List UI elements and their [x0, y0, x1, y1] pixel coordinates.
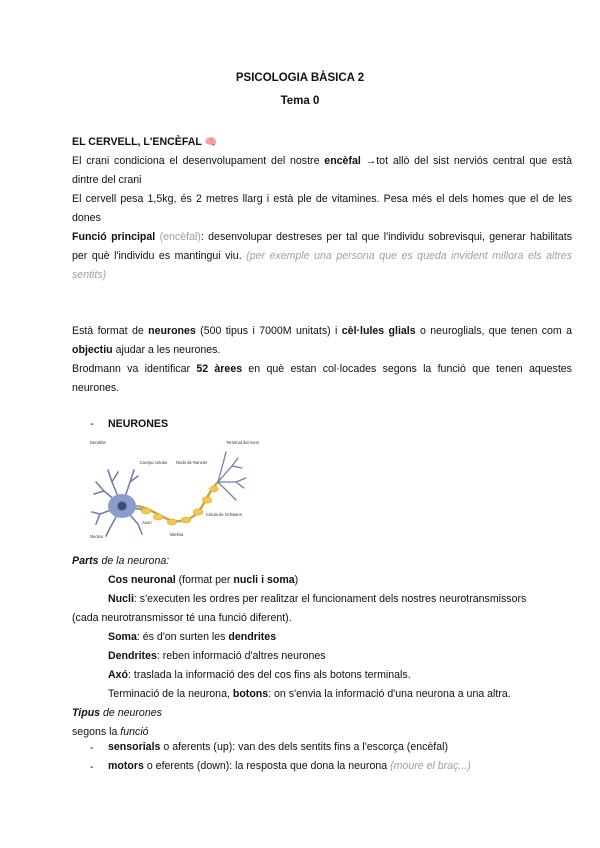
nucli-line-cont: (cada neurotransmissor té una funció diferent).	[72, 612, 292, 624]
text: segons la	[72, 726, 121, 738]
example-text: (per exemple una persona que es queda invident millora els altres sentits)	[72, 250, 572, 281]
text: (500 tipus i 7000M unitats) i	[195, 325, 342, 337]
bold-text: Nucli	[108, 593, 134, 605]
label-nucleus: Nucleo	[90, 534, 104, 539]
text: o neuroglials, que tenen com a	[415, 325, 572, 337]
section-heading	[72, 133, 572, 152]
list-item-sensorials	[108, 738, 448, 757]
text: El crani condiciona el desenvolupament del nostre	[72, 155, 325, 167]
text: ajudar a les neurones.	[112, 344, 221, 356]
label-terminal: Terminal del Axon	[226, 440, 260, 445]
text: : s'executen les ordres per realitzar el funcionament dels nostres neurotransmissors	[133, 593, 527, 605]
label-node: Nodo de Ranvier	[176, 460, 208, 465]
axon-terminal-shape	[218, 452, 246, 500]
bold-text: 52 àrees	[196, 363, 243, 375]
bold-text: Cos neuronal	[108, 574, 176, 586]
bullet: -	[90, 742, 94, 754]
bullet: -	[90, 418, 94, 430]
text: : reben informació d'altres neurones	[156, 650, 326, 662]
text: : desenvolupar destreses per tal que l'individu sobrevisqui, generar habilitats per què l'individu es mantingui viu.	[72, 231, 572, 262]
text: : on s'envia la informació d'una neurona a una altra.	[268, 688, 511, 700]
bold-text: botons	[232, 688, 269, 700]
text: (format per	[175, 574, 234, 586]
paragraph-encefal	[72, 152, 572, 190]
neuron-diagram	[86, 436, 266, 540]
italic-text: funció	[120, 726, 149, 738]
tipus-label: Tipus	[72, 707, 101, 719]
label-myelin: Mielina	[170, 532, 184, 537]
nucli-line	[108, 590, 572, 609]
bold-text: Axó	[108, 669, 129, 681]
dendrites-line	[108, 647, 326, 666]
paragraph-format	[72, 322, 572, 360]
bold-text: cèl·lules glials	[341, 325, 416, 337]
axo-line	[108, 666, 411, 685]
bold-text: sensorials	[108, 741, 161, 753]
bold-text: Funció principal	[72, 231, 156, 243]
bold-text: neurones	[148, 325, 196, 337]
example-text: (moure el braç...)	[390, 760, 471, 772]
parts-label-rest: de la neurona:	[98, 555, 170, 567]
label-axon: Axon	[142, 520, 152, 525]
text: o eferents (down): la resposta que dona la neurona	[143, 760, 391, 772]
myelin-sheath	[141, 486, 219, 525]
tipus-heading	[72, 704, 572, 723]
text: : és d'on surten les	[136, 631, 229, 643]
tipus-label-rest: de neurones	[100, 707, 162, 719]
terminacio-line	[108, 685, 511, 704]
soma-line	[108, 628, 276, 647]
text: : traslada la informació des del cos fins als botons terminals.	[128, 669, 411, 681]
paragraph-pes: El cervell pesa 1,5kg, és 2 metres llarg i està ple de vitamines. Pesa més el dels homes que el de les dones	[72, 193, 572, 224]
bold-text: nucli i soma	[233, 574, 295, 586]
document-title: PSICOLOGIA BÀSICA 2	[235, 72, 365, 84]
text: Està format de	[72, 325, 149, 337]
text: →tot allò del sist nerviós central que està dintre del crani	[72, 155, 572, 186]
bold-text: objectiu	[72, 344, 113, 356]
bold-text: dendrites	[228, 631, 277, 643]
paragraph-funcio	[72, 228, 572, 285]
text: Terminació de la neurona,	[108, 688, 233, 700]
text: )	[294, 574, 299, 586]
label-cell-body: Cuerpo celular	[140, 460, 168, 465]
brain-icon: 🧠	[204, 137, 218, 148]
text: en què estan col·locades segons la funció que tenen aquestes neurones.	[72, 363, 572, 394]
bold-text: motors	[108, 760, 144, 772]
nucleus-shape	[118, 502, 127, 511]
paragraph-brodmann	[72, 360, 572, 398]
gray-text: (encèfal)	[155, 231, 201, 243]
section-heading-text: EL CERVELL, L'ENCÈFAL	[72, 136, 202, 148]
bullet: -	[90, 761, 94, 773]
bold-text: encèfal	[324, 155, 361, 167]
parts-heading	[72, 552, 572, 571]
neurones-heading: NEURONES	[108, 418, 169, 430]
bold-text: Dendrites	[108, 650, 157, 662]
bold-text: Soma	[108, 631, 137, 643]
list-item-motors	[108, 757, 471, 776]
cos-neuronal-line	[108, 571, 298, 590]
parts-label: Parts	[72, 555, 99, 567]
label-dendrites: Dendrite	[90, 440, 106, 445]
text: Brodmann va identificar	[72, 363, 197, 375]
text: o aferents (up): van des dels sentits fins a l'escorça (encèfal)	[160, 741, 449, 753]
document-subtitle: Tema 0	[280, 95, 320, 107]
label-schwann: Celula de Schwann	[206, 512, 243, 517]
